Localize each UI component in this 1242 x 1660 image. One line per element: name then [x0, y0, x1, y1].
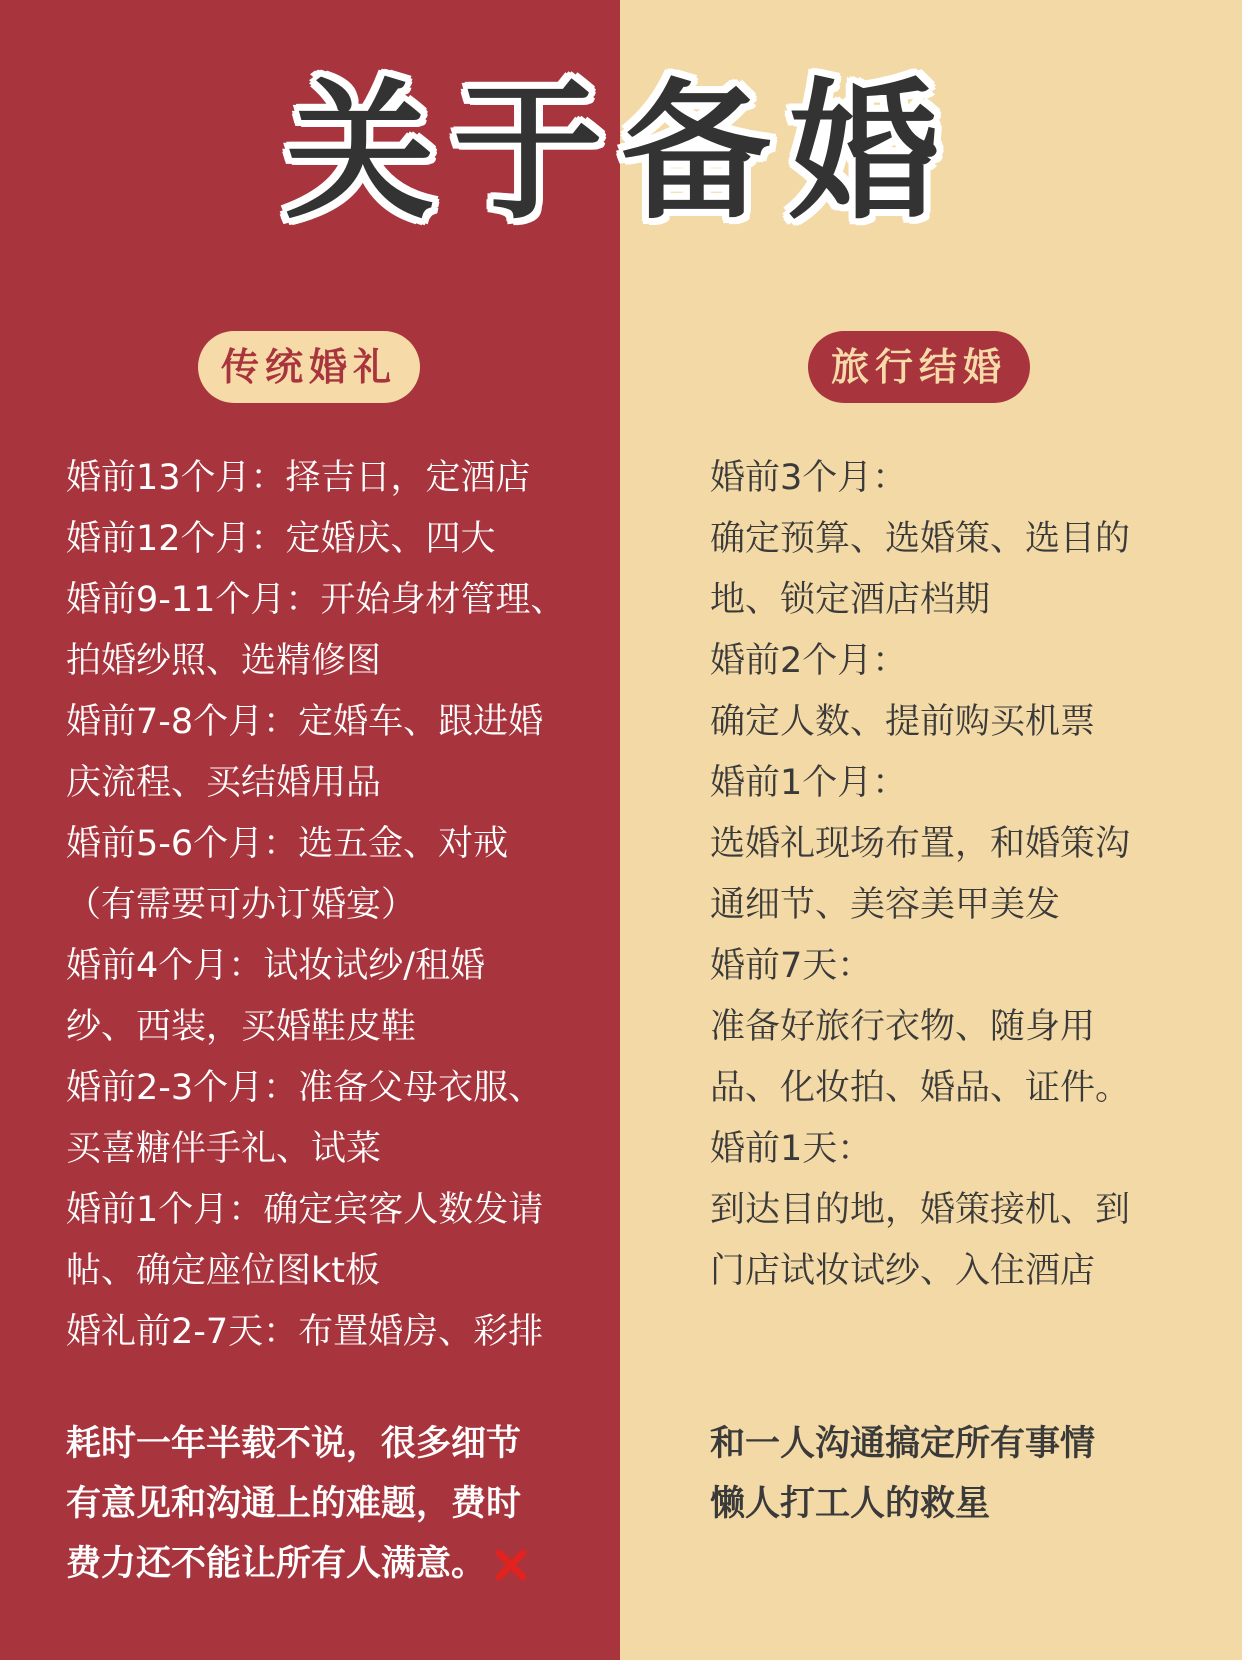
timeline-line: 婚前9-11个月：开始身材管理、 [66, 580, 566, 620]
cross-icon [494, 1548, 528, 1582]
timeline-line: 地、锁定酒店档期 [710, 580, 991, 620]
timeline-line: 纱、西装，买婚鞋皮鞋 [66, 1007, 417, 1047]
timeline-line: 确定预算、选婚策、选目的 [710, 519, 1131, 559]
traditional-timeline [66, 448, 586, 1363]
summary-line: 和一人沟通搞定所有事情 [710, 1424, 1096, 1464]
timeline-line: （有需要可办订婚宴） [66, 885, 417, 925]
travel-timeline [710, 448, 1210, 1302]
summary-line: 有意见和沟通上的难题，费时 [66, 1484, 522, 1524]
timeline-line: 婚前3个月： [710, 458, 908, 498]
travel-wedding-badge: 旅行结婚 [808, 331, 1030, 403]
summary-line: 懒人打工人的救星 [710, 1484, 991, 1524]
timeline-line: 门店试妆试纱、入住酒店 [710, 1251, 1096, 1291]
timeline-line: 婚礼前2-7天：布置婚房、彩排 [66, 1312, 544, 1352]
timeline-line: 品、化妆拍、婚品、证件。 [710, 1068, 1131, 1108]
timeline-line: 婚前4个月：试妆试纱/租婚 [66, 946, 486, 986]
summary-line: 耗时一年半载不说，很多细节 [66, 1424, 522, 1464]
timeline-line: 婚前1个月： [710, 763, 908, 803]
timeline-line: 婚前1个月：确定宾客人数发请 [66, 1190, 544, 1230]
traditional-wedding-badge: 传统婚礼 [198, 331, 420, 403]
timeline-line: 到达目的地，婚策接机、到 [710, 1190, 1131, 1230]
summary-line-text: 费力还不能让所有人满意。 [66, 1544, 487, 1584]
timeline-line: 婚前1天： [710, 1129, 873, 1169]
page-title: 关于备婚 [284, 66, 957, 240]
timeline-line: 帖、确定座位图kt板 [66, 1251, 380, 1291]
travel-summary [710, 1414, 1210, 1534]
traditional-summary [66, 1414, 606, 1594]
timeline-line: 婚前2个月： [710, 641, 908, 681]
timeline-line: 通细节、美容美甲美发 [710, 885, 1061, 925]
timeline-line: 准备好旅行衣物、随身用 [710, 1007, 1096, 1047]
timeline-line: 拍婚纱照、选精修图 [66, 641, 382, 681]
timeline-line: 选婚礼现场布置，和婚策沟 [710, 824, 1131, 864]
timeline-line: 婚前12个月：定婚庆、四大 [66, 519, 496, 559]
timeline-line: 婚前5-6个月：选五金、对戒 [66, 824, 509, 864]
timeline-line: 婚前13个月：择吉日，定酒店 [66, 458, 531, 498]
summary-line [66, 1534, 606, 1594]
timeline-line: 婚前7-8个月：定婚车、跟进婚 [66, 702, 544, 742]
timeline-line: 婚前7天： [710, 946, 873, 986]
timeline-line: 确定人数、提前购买机票 [710, 702, 1096, 742]
timeline-line: 婚前2-3个月：准备父母衣服、 [66, 1068, 544, 1108]
timeline-line: 庆流程、买结婚用品 [66, 763, 382, 803]
timeline-line: 买喜糖伴手礼、试菜 [66, 1129, 382, 1169]
